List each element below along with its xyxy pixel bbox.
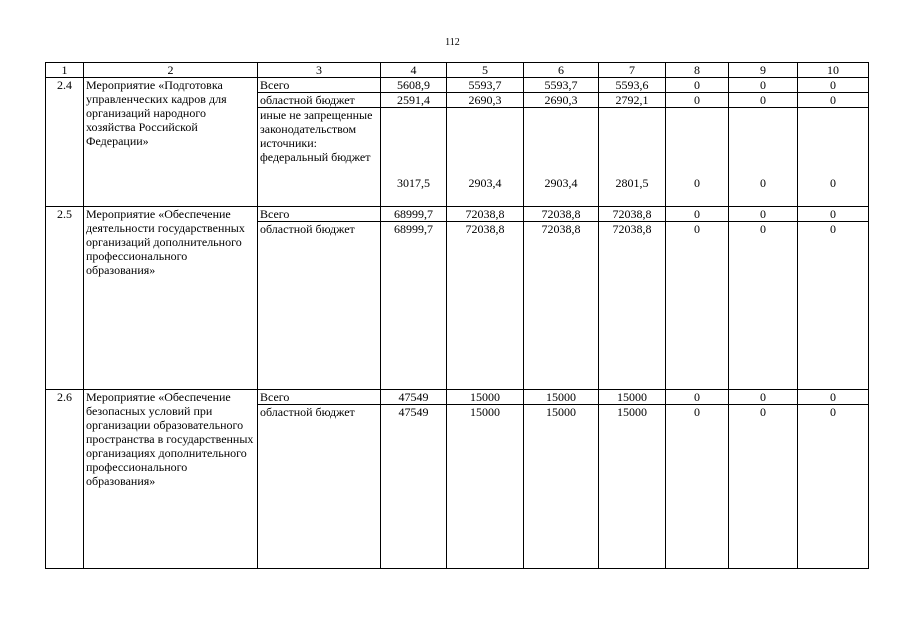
table-row xyxy=(46,390,869,405)
value-cell: 5593,7 xyxy=(447,78,524,93)
value-cell: 68999,7 xyxy=(381,207,447,222)
value-cell: 0 xyxy=(798,78,869,93)
value-cell: 5593,6 xyxy=(599,78,666,93)
value-cell: 0 xyxy=(666,390,729,405)
value-cell: 0 xyxy=(666,207,729,222)
value-cell: 15000 xyxy=(447,390,524,405)
value-cell: 0 xyxy=(798,207,869,222)
funding-source: Всего xyxy=(258,390,381,405)
value-cell: 3017,5 xyxy=(381,108,447,207)
value-cell: 0 xyxy=(798,222,869,390)
value-cell: 2591,4 xyxy=(381,93,447,108)
value-cell: 2690,3 xyxy=(524,93,599,108)
value-cell: 15000 xyxy=(524,390,599,405)
value-cell: 0 xyxy=(798,108,869,207)
row-id: 2.6 xyxy=(46,390,84,569)
funding-source: областной бюджет xyxy=(258,222,381,390)
value-cell: 0 xyxy=(798,390,869,405)
value-cell: 0 xyxy=(666,108,729,207)
column-header: 9 xyxy=(729,63,798,78)
budget-table xyxy=(45,62,869,569)
value-cell: 0 xyxy=(666,405,729,569)
value-cell: 72038,8 xyxy=(524,222,599,390)
value-cell: 0 xyxy=(729,390,798,405)
page-number: 112 xyxy=(445,37,460,48)
value-cell: 15000 xyxy=(599,390,666,405)
value-cell: 0 xyxy=(666,222,729,390)
row-description: Мероприятие «Обеспечение безопасных условий при организации образовательного пространства в государственных организациях дополнительного профессионального образования» xyxy=(84,390,258,569)
value-cell: 15000 xyxy=(447,405,524,569)
table-row xyxy=(46,78,869,93)
column-header: 3 xyxy=(258,63,381,78)
value-cell: 0 xyxy=(666,93,729,108)
value-cell: 72038,8 xyxy=(599,222,666,390)
funding-source: иные не запрещенные законодательством источники: федеральный бюджет xyxy=(258,108,381,207)
value-cell: 2801,5 xyxy=(599,108,666,207)
funding-source: Всего xyxy=(258,207,381,222)
value-cell: 15000 xyxy=(599,405,666,569)
value-cell: 2903,4 xyxy=(447,108,524,207)
row-id: 2.5 xyxy=(46,207,84,390)
value-cell: 15000 xyxy=(524,405,599,569)
value-cell: 72038,8 xyxy=(524,207,599,222)
value-cell: 72038,8 xyxy=(599,207,666,222)
value-cell: 2792,1 xyxy=(599,93,666,108)
value-cell: 0 xyxy=(798,93,869,108)
table-row xyxy=(46,207,869,222)
column-header: 8 xyxy=(666,63,729,78)
value-cell: 2903,4 xyxy=(524,108,599,207)
value-cell: 0 xyxy=(729,405,798,569)
value-cell: 5608,9 xyxy=(381,78,447,93)
value-cell: 68999,7 xyxy=(381,222,447,390)
row-id: 2.4 xyxy=(46,78,84,207)
value-cell: 0 xyxy=(729,222,798,390)
funding-source: областной бюджет xyxy=(258,93,381,108)
column-header: 6 xyxy=(524,63,599,78)
value-cell: 0 xyxy=(798,405,869,569)
row-description: Мероприятие «Подготовка управленческих кадров для организаций народного хозяйства Российской Федерации» xyxy=(84,78,258,207)
value-cell: 47549 xyxy=(381,405,447,569)
column-header: 5 xyxy=(447,63,524,78)
column-header: 2 xyxy=(84,63,258,78)
column-header: 4 xyxy=(381,63,447,78)
funding-source: областной бюджет xyxy=(258,405,381,569)
header-row xyxy=(46,63,869,78)
value-cell: 72038,8 xyxy=(447,207,524,222)
value-cell: 2690,3 xyxy=(447,93,524,108)
value-cell: 47549 xyxy=(381,390,447,405)
row-description: Мероприятие «Обеспечение деятельности государственных организаций дополнительного профессионального образования» xyxy=(84,207,258,390)
column-header: 10 xyxy=(798,63,869,78)
value-cell: 0 xyxy=(729,207,798,222)
value-cell: 0 xyxy=(729,108,798,207)
funding-source: Всего xyxy=(258,78,381,93)
value-cell: 0 xyxy=(666,78,729,93)
column-header: 7 xyxy=(599,63,666,78)
column-header: 1 xyxy=(46,63,84,78)
value-cell: 0 xyxy=(729,93,798,108)
value-cell: 5593,7 xyxy=(524,78,599,93)
value-cell: 72038,8 xyxy=(447,222,524,390)
value-cell: 0 xyxy=(729,78,798,93)
